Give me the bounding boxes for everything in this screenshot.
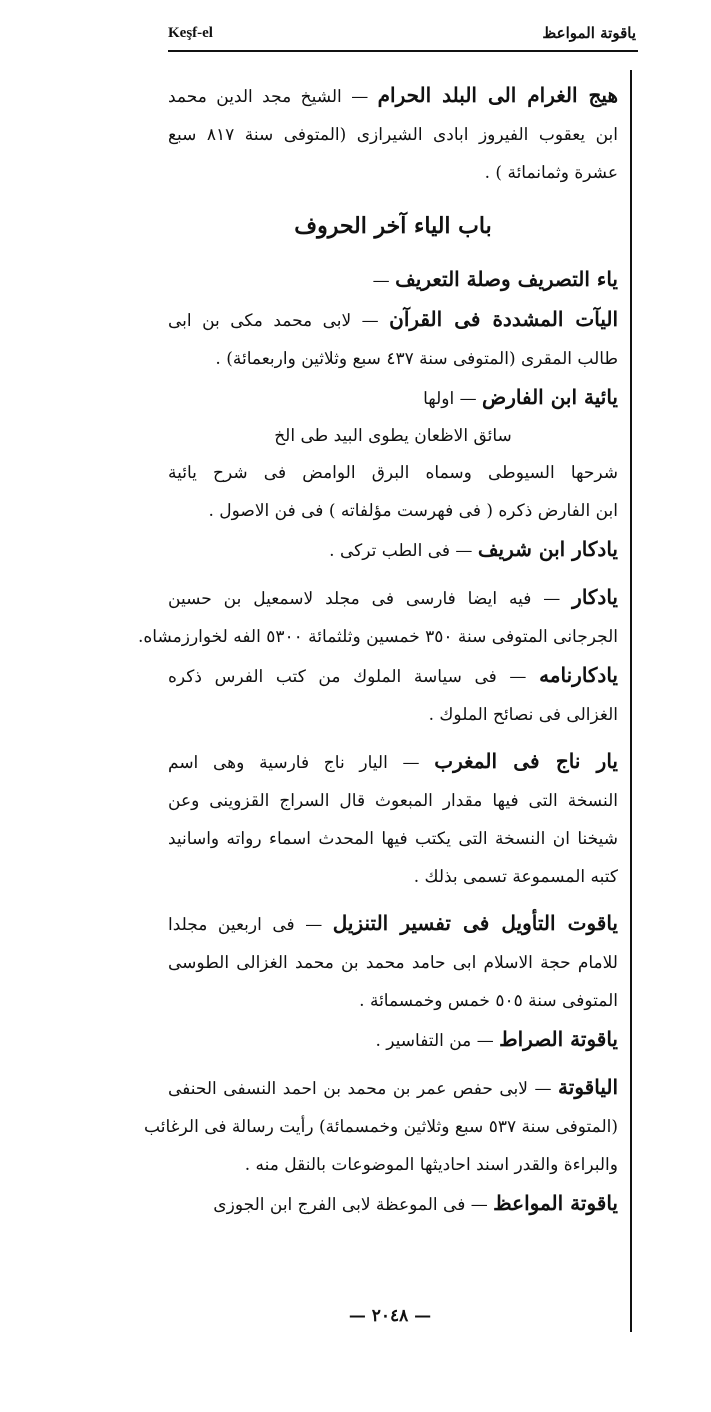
entry bbox=[168, 300, 618, 378]
entry-text: ابن الفارض ذكره ( فى فهرست مؤلفاته ) فى فن الاصول . bbox=[208, 501, 618, 521]
entry-text: — لابى حفص عمر بن محمد بن احمد النسفى الحنفى bbox=[168, 1079, 552, 1099]
entry bbox=[168, 1184, 618, 1224]
page-number: — ٢٠٤٨ — bbox=[348, 1306, 432, 1326]
entry bbox=[168, 742, 618, 896]
entry bbox=[168, 530, 618, 570]
entry-title: ياقوتة المواعظ bbox=[493, 1191, 618, 1215]
entry-title: هيج الغرام الى البلد الحرام bbox=[377, 83, 619, 107]
running-header bbox=[168, 22, 636, 44]
entry-text: — فى سياسة الملوك من كتب الفرس ذكره bbox=[168, 667, 527, 687]
entry-text: المتوفى سنة ٥٠٥ خمس وخمسمائة . bbox=[359, 991, 618, 1011]
entry bbox=[168, 1020, 618, 1060]
margin-rule bbox=[630, 70, 632, 1332]
entry-text: طالب المقرى (المتوفى سنة ٤٣٧ سبع وثلاثين واربعمائة) . bbox=[215, 349, 618, 369]
entry-title: اليآت المشددة فى القرآن bbox=[389, 307, 619, 331]
entry-text: — فيه ايضا فارسى فى مجلد لاسمعيل بن حسين bbox=[168, 589, 561, 609]
entry-text: — فى اربعين مجلدا bbox=[168, 915, 323, 935]
entry-text: الغزالى فى نصائح الملوك . bbox=[428, 705, 618, 725]
entry-text: — اولها bbox=[423, 389, 477, 409]
entry-text: شرحها السيوطى وسماه البرق الوامض فى شرح يائية bbox=[168, 463, 618, 483]
entry bbox=[137, 578, 618, 656]
entry-title: يار ناج فى المغرب bbox=[434, 749, 618, 773]
page-body bbox=[137, 76, 619, 1224]
entry bbox=[168, 76, 618, 192]
entry-text: — من التفاسير . bbox=[375, 1031, 494, 1051]
entry-text: (المتوفى سنة ٥٣٧ سبع وثلاثين وخمسمائة) رأيت رسالة فى الرغائب bbox=[144, 1117, 618, 1137]
entry-text: الجرجانى المتوفى سنة ٣٥٠ خمسين وثلثمائة ٥٣٠٠ الفه لخوارزمشاه. bbox=[137, 627, 618, 647]
entry bbox=[144, 1068, 619, 1184]
entry bbox=[168, 378, 618, 530]
entry-text: عشرة وثمانمائة ) . bbox=[484, 163, 618, 183]
entry-text: كتبه المسموعة تسمى بذلك . bbox=[413, 867, 618, 887]
entry-text: — bbox=[372, 271, 390, 291]
entry bbox=[168, 656, 618, 734]
section-heading: باب الياء آخر الحروف bbox=[294, 213, 492, 239]
entry-title: ياقوت التأويل فى تفسير التنزيل bbox=[332, 911, 618, 935]
entry-text: والبراءة والقدر اسند احاديثها الموضوعات بالنقل منه . bbox=[244, 1155, 618, 1175]
entry-text: — الشيخ مجد الدين محمد bbox=[168, 87, 369, 107]
entry-title: يادكار ابن شريف bbox=[477, 537, 618, 561]
entry-title: ياقوتة الصراط bbox=[499, 1027, 618, 1051]
entry-title: يادكار bbox=[572, 585, 618, 609]
entry-text: — لابى محمد مكى بن ابى bbox=[168, 311, 379, 331]
entry-title: يائية ابن الفارض bbox=[482, 385, 618, 409]
header-latin-label: Keşf-el bbox=[168, 24, 213, 41]
entry-text: شيخنا ان النسخة التى يكتب فيها المحدث اسماء رواته واسانيد bbox=[168, 829, 618, 849]
entry-text: للامام حجة الاسلام ابى حامد محمد بن محمد الغزالى الطوسى bbox=[168, 953, 618, 973]
header-rule bbox=[168, 50, 638, 52]
entry bbox=[168, 904, 618, 1020]
entry-text: ابن يعقوب الفيروز ابادى الشيرازى (المتوفى سنة ٨١٧ سبع bbox=[168, 125, 619, 145]
entry bbox=[168, 260, 618, 300]
header-arabic-label: ياقوتة المواعظ bbox=[542, 24, 636, 42]
entry-text: النسخة التى فيها مقدار المبعوث قال السراج القزوينى وعن bbox=[168, 791, 618, 811]
entry-title: الياقوتة bbox=[558, 1075, 619, 1099]
entry-text: — فى الموعظة لابى الفرج ابن الجوزى bbox=[213, 1195, 488, 1215]
verse-line: سائق الاظعان يطوى البيد طى الخ bbox=[274, 426, 512, 446]
entry-title: ياء التصريف وصلة التعريف bbox=[395, 267, 618, 291]
entry-title: يادكارنامه bbox=[539, 663, 618, 687]
entry-text: — فى الطب تركى . bbox=[329, 541, 473, 561]
entry-text: — اليار ناج فارسية وهى اسم bbox=[168, 753, 420, 773]
